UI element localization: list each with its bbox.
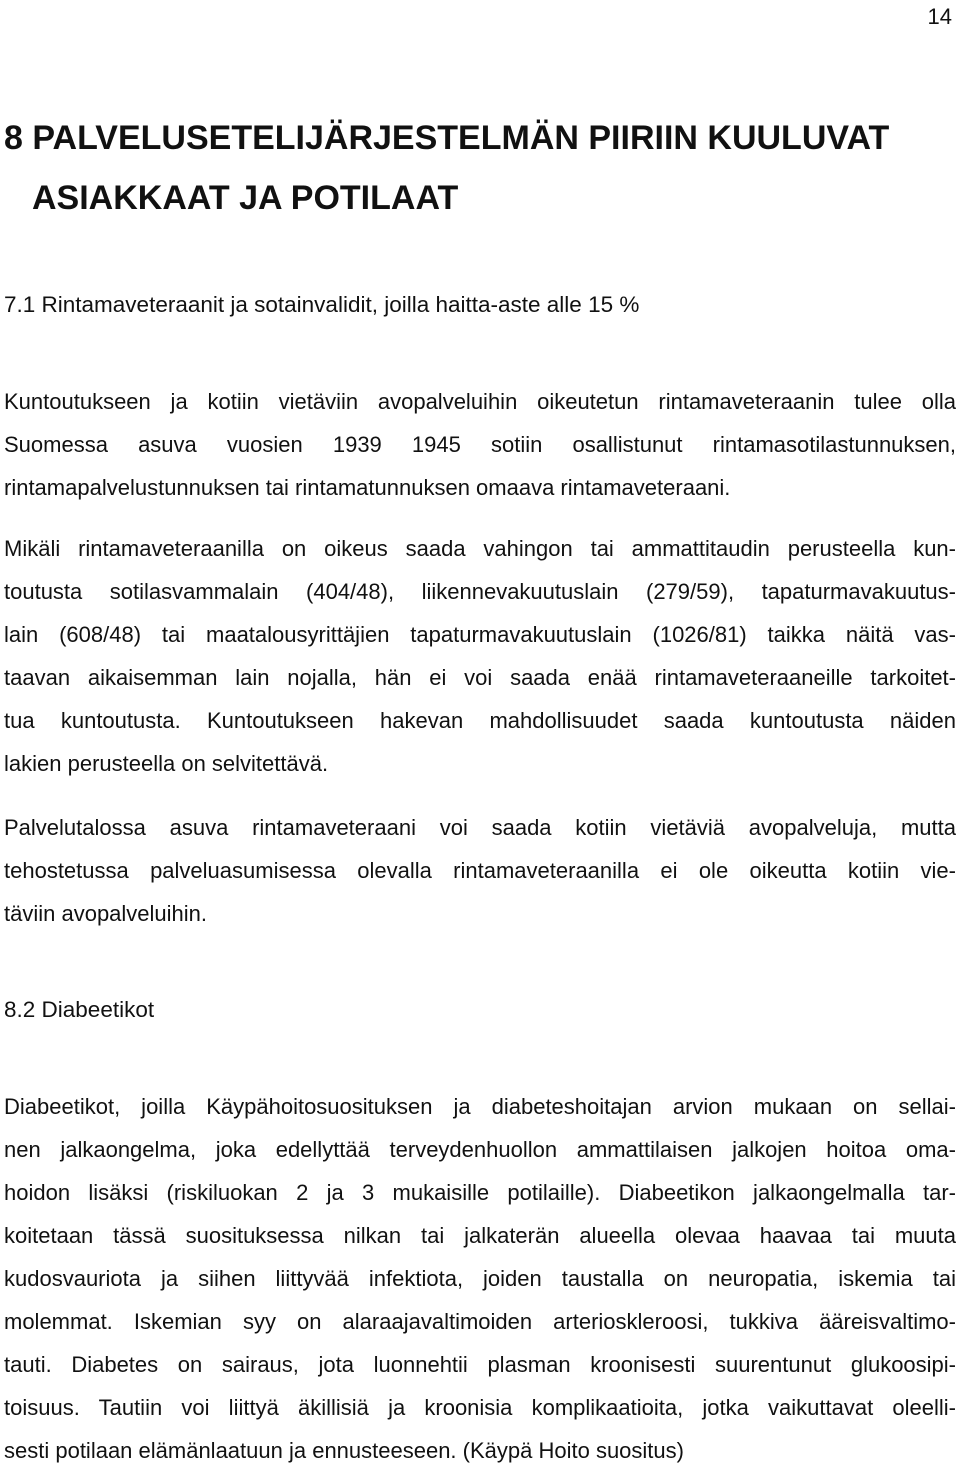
text-line: nen jalkaongelma, joka edellyttää terveydenhuollon ammattilaisen jalkojen hoitoa oma- (4, 1137, 956, 1162)
paragraph-rehabilitation-laws (4, 527, 956, 785)
text-line: toutusta sotilasvammalain (404/48), liikennevakuutuslain (279/59), tapaturmavakuutus- (4, 579, 956, 604)
chapter-title-line1: 8 PALVELUSETELIJÄRJESTELMÄN PIIRIIN KUULUVAT (4, 119, 890, 157)
text-line: tehostetussa palveluasumisessa olevalla rintamaveteraanilla ei ole oikeutta kotiin vie- (4, 858, 956, 883)
text-line: Palvelutalossa asuva rintamaveteraani voi saada kotiin vietäviä avopalveluja, mutta (4, 815, 956, 840)
paragraph-eligibility (4, 380, 956, 509)
text-line: sesti potilaan elämänlaatuun ja ennusteeseen. (Käypä Hoito suositus) (4, 1438, 684, 1463)
text-line: tauti. Diabetes on sairaus, jota luonnehtii plasman kroonisesti suurentunut glukoosipi- (4, 1352, 956, 1377)
paragraph-service-housing (4, 806, 956, 935)
text-line: Diabeetikot, joilla Käypähoitosuosituksen ja diabeteshoitajan arvion mukaan on sellai- (4, 1094, 956, 1119)
chapter-heading (4, 108, 944, 228)
text-line: täviin avopalveluihin. (4, 901, 208, 926)
text-line: taavan aikaisemman lain nojalla, hän ei voi saada enää rintamaveteraaneille tarkoitet- (4, 665, 956, 690)
text-line: lakien perusteella on selvitettävä. (4, 751, 329, 776)
text-line: rintamapalvelustunnuksen tai rintamatunnuksen omaava rintamaveteraani. (4, 475, 731, 500)
text-line: lain (608/48) tai maatalousyrittäjien tapaturmavakuutuslain (1026/81) taikka näitä vas- (4, 622, 956, 647)
paragraph-diabetics (4, 1085, 956, 1472)
text-line: molemmat. Iskemian syy on alaraajavaltimoiden arterioskleroosi, tukkiva ääreisvaltimo- (4, 1309, 956, 1334)
section-heading-8-2: 8.2 Diabeetikot (4, 997, 155, 1022)
text-line: kudosvauriota ja siihen liittyvää infektiota, joiden taustalla on neuropatia, iskemia tai (4, 1266, 956, 1291)
section-heading-7-1: 7.1 Rintamaveteraanit ja sotainvalidit, joilla haitta-aste alle 15 % (4, 292, 640, 317)
text-line: Kuntoutukseen ja kotiin vietäviin avopalveluihin oikeutetun rintamaveteraanin tulee olla (4, 389, 956, 414)
text-line: Mikäli rintamaveteraanilla on oikeus saada vahingon tai ammattitaudin perusteella kun- (4, 536, 956, 561)
page-number: 14 (927, 4, 952, 29)
text-line: Suomessa asuva vuosien 1939 1945 sotiin osallistunut rintamasotilastunnuksen, (4, 432, 956, 457)
chapter-title-line2: ASIAKKAAT JA POTILAAT (32, 179, 459, 217)
text-line: tua kuntoutusta. Kuntoutukseen hakevan mahdollisuudet saada kuntoutusta näiden (4, 708, 956, 733)
text-line: hoidon lisäksi (riskiluokan 2 ja 3 mukaisille potilaille). Diabeetikon jalkaongelmalla tar- (4, 1180, 956, 1205)
text-line: toisuus. Tautiin voi liittyä äkillisiä ja kroonisia komplikaatioita, jotka vaikuttavat oleelli- (4, 1395, 956, 1420)
text-line: koitetaan tässä suosituksessa nilkan tai jalkaterän alueella olevaa haavaa tai muuta (4, 1223, 956, 1248)
